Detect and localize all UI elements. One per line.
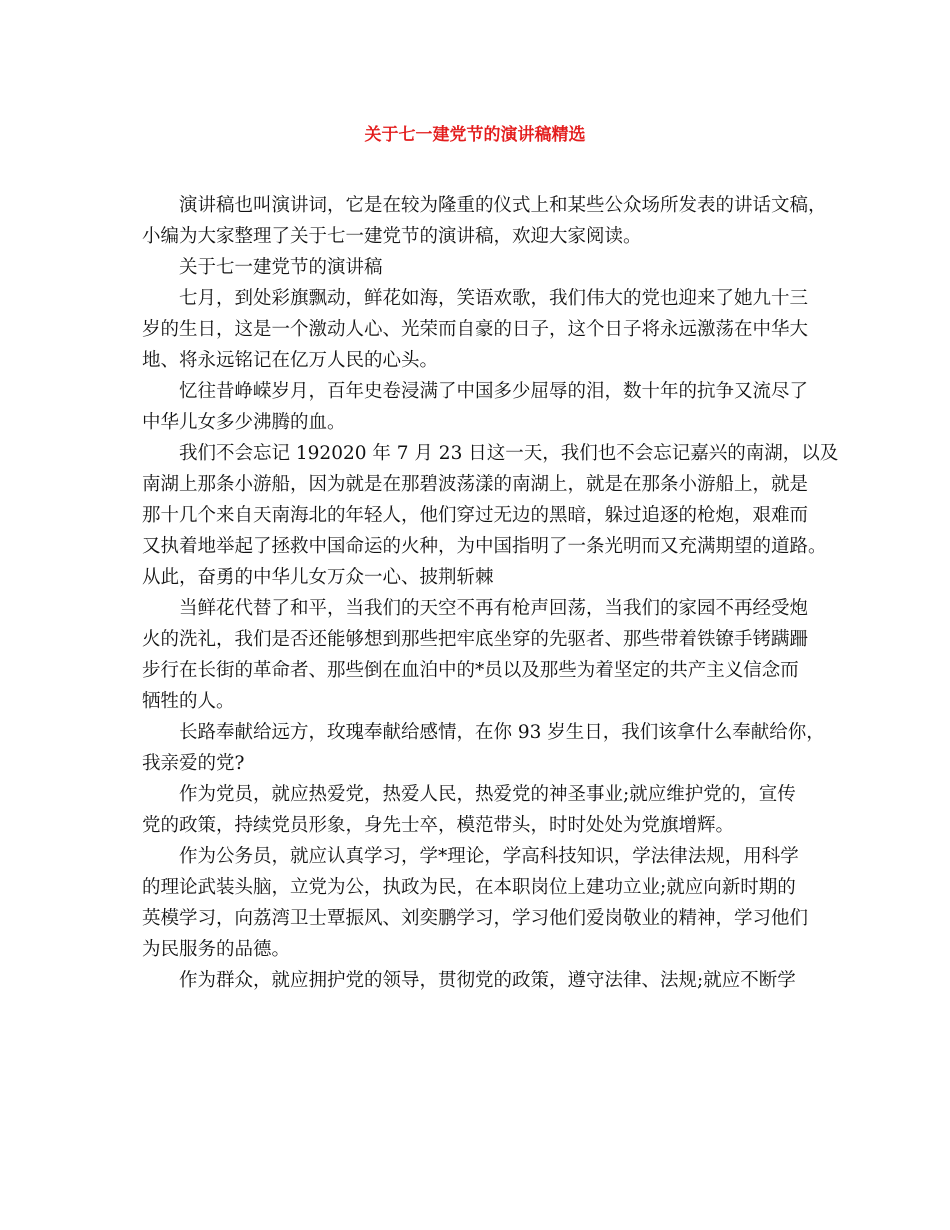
paragraph <box>142 841 828 965</box>
text-line: 忆往昔峥嵘岁月，百年史卷浸满了中国多少屈辱的泪，数十年的抗争又流尽了 <box>179 381 809 402</box>
text-line: 我亲爱的党? <box>142 753 245 774</box>
text-line: 关于七一建党节的演讲稿 <box>179 257 383 278</box>
paragraph <box>142 965 828 996</box>
text-line: 从此，奋勇的中华儿女万众一心、披荆斩棘 <box>142 567 494 588</box>
text-line: 我们不会忘记 192020 年 7 月 23 日这一天，我们也不会忘记嘉兴的南湖，以及 <box>179 443 839 464</box>
text-line: 火的洗礼，我们是否还能够想到那些把牢底坐穿的先驱者、那些带着铁镣手铐蹒跚 <box>142 629 809 650</box>
text-line: 南湖上那条小游船，因为就是在那碧波荡漾的南湖上，就是在那条小游船上，就是 <box>142 474 809 495</box>
text-line: 岁的生日，这是一个激动人心、光荣而自豪的日子，这个日子将永远激荡在中华大 <box>142 319 809 340</box>
text-line: 长路奉献给远方，玫瑰奉献给感情，在你 93 岁生日，我们该拿什么奉献给你， <box>179 722 825 743</box>
text-line: 中华儿女多少沸腾的血。 <box>142 412 346 433</box>
text-line: 小编为大家整理了关于七一建党节的演讲稿，欢迎大家阅读。 <box>142 226 642 247</box>
text-line: 那十几个来自天南海北的年轻人，他们穿过无边的黑暗，躲过追逐的枪炮，艰难而 <box>142 505 809 526</box>
paragraph <box>142 376 828 438</box>
text-line: 作为党员，就应热爱党，热爱人民，热爱党的神圣事业;就应维护党的，宣传 <box>179 784 796 805</box>
text-line: 英模学习，向荔湾卫士覃振风、刘奕鹏学习，学习他们爱岗敬业的精神，学习他们 <box>142 908 809 929</box>
paragraph <box>142 283 828 376</box>
paragraph <box>142 779 828 841</box>
text-line: 牺牲的人。 <box>142 691 235 712</box>
text-line: 党的政策，持续党员形象，身先士卒，模范带头，时时处处为党旗增辉。 <box>142 815 735 836</box>
text-line: 为民服务的品德。 <box>142 939 291 960</box>
text-line: 作为公务员，就应认真学习，学*理论，学高科技知识，学法律法规，用科学 <box>179 846 799 867</box>
paragraph <box>142 593 828 717</box>
paragraph <box>142 252 828 283</box>
text-line: 作为群众，就应拥护党的领导，贯彻党的政策，遵守法律、法规;就应不断学 <box>179 970 796 991</box>
document-body <box>142 190 839 996</box>
text-line: 又执着地举起了拯救中国命运的火种，为中国指明了一条光明而又充满期望的道路。 <box>142 536 827 557</box>
text-line: 演讲稿也叫演讲词，它是在较为隆重的仪式上和某些公众场所发表的讲话文稿， <box>179 195 827 216</box>
paragraph <box>142 438 839 593</box>
paragraph <box>142 717 828 779</box>
text-line: 当鲜花代替了和平，当我们的天空不再有枪声回荡，当我们的家园不再经受炮 <box>179 598 809 619</box>
text-line: 的理论武装头脑，立党为公，执政为民，在本职岗位上建功立业;就应向新时期的 <box>142 877 796 898</box>
text-line: 七月，到处彩旗飘动，鲜花如海，笑语欢歌，我们伟大的党也迎来了她九十三 <box>179 288 809 309</box>
paragraph <box>142 190 828 252</box>
text-line: 地、将永远铭记在亿万人民的心头。 <box>142 350 439 371</box>
text-line: 步行在长街的革命者、那些倒在血泊中的*员以及那些为着坚定的共产主义信念而 <box>142 660 799 681</box>
document-title: 关于七一建党节的演讲稿精选 <box>364 125 586 145</box>
